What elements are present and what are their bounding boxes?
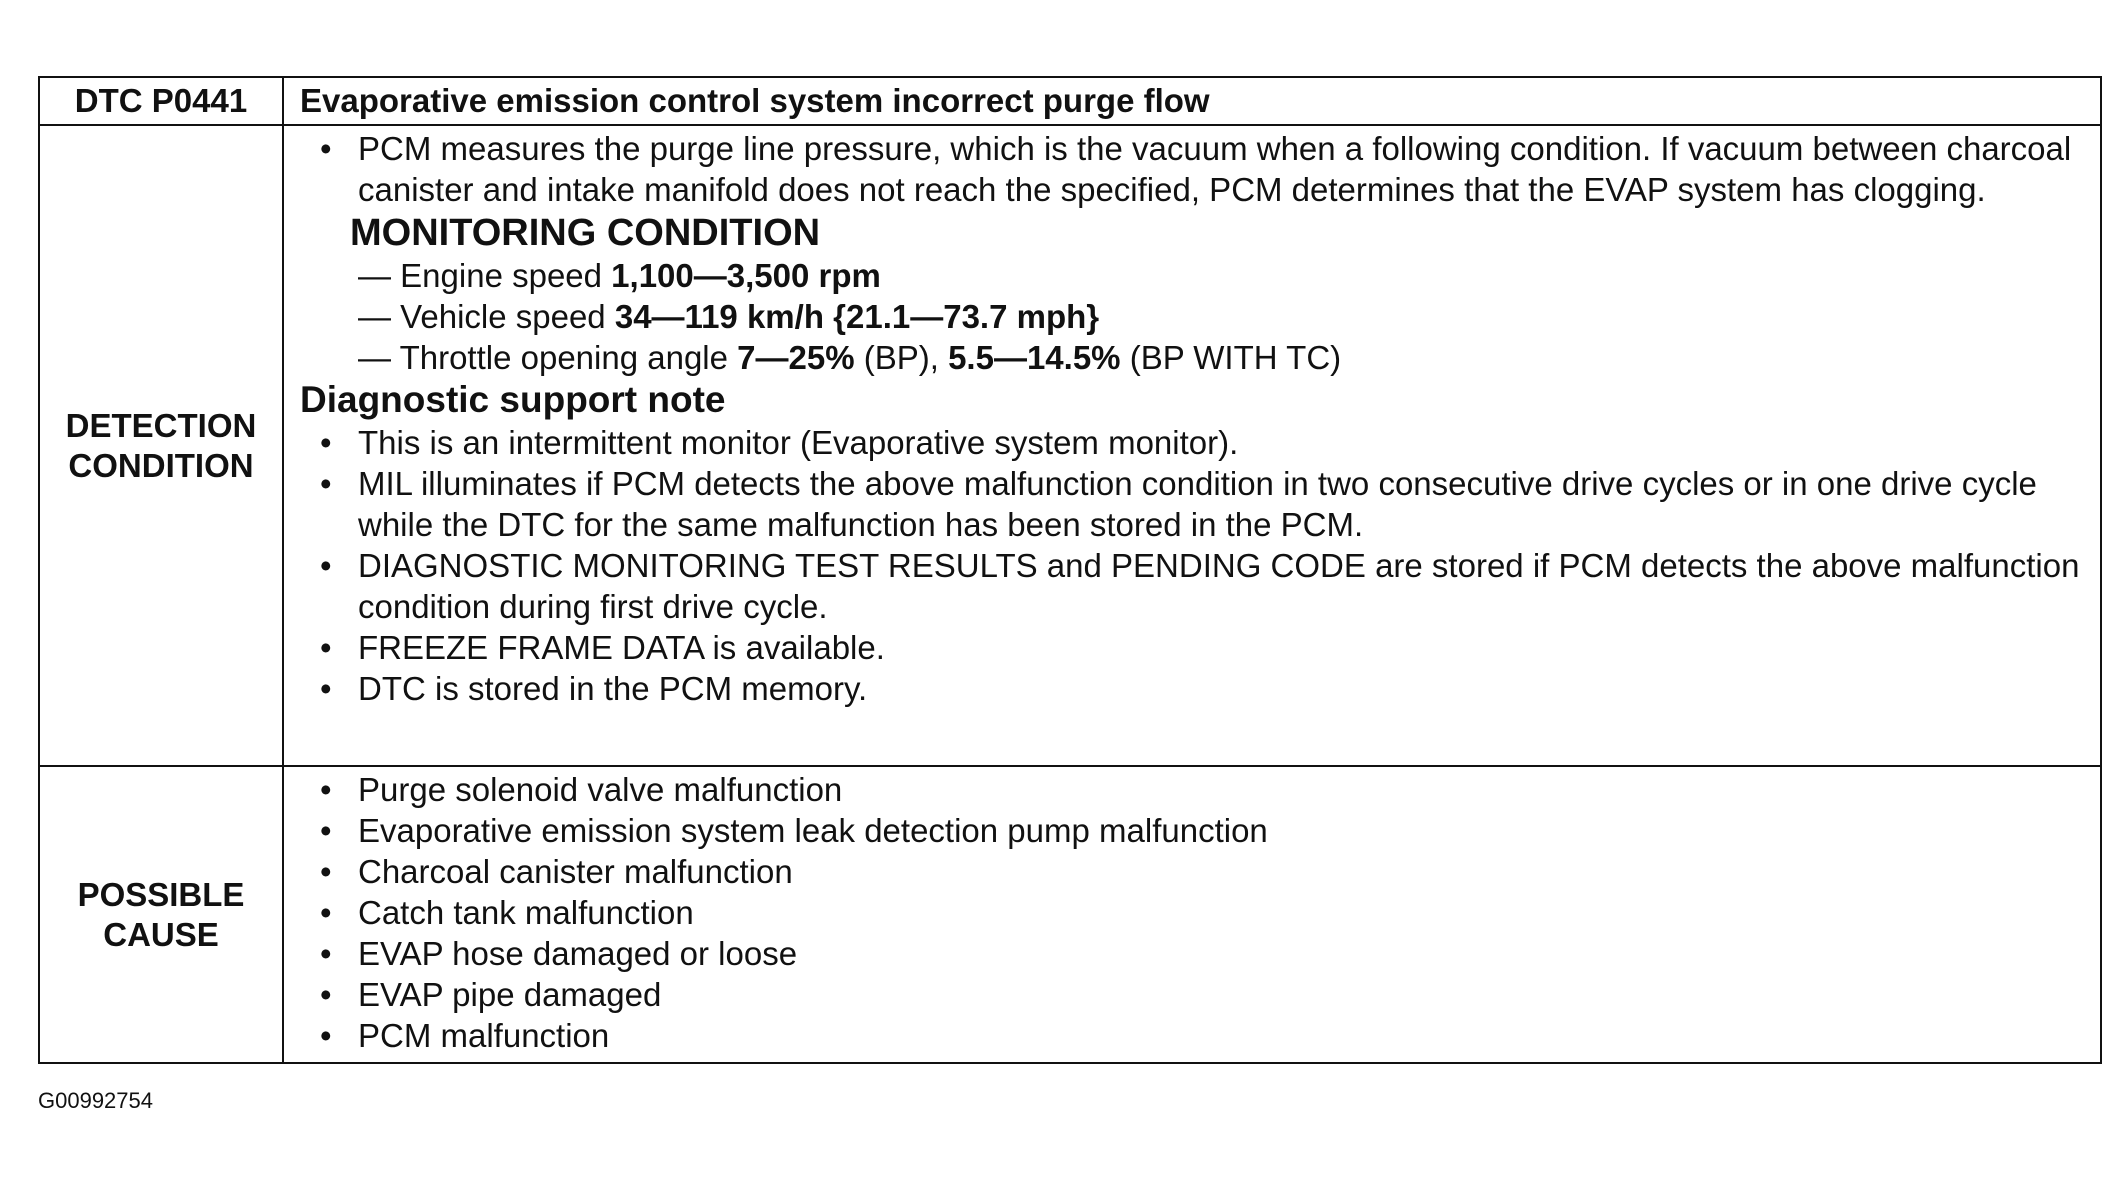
cause-label [39, 766, 283, 1063]
condition-value: 1,100—3,500 rpm [611, 257, 881, 294]
intro-list [300, 128, 2090, 210]
detection-content [283, 125, 2101, 766]
condition-prefix: — Vehicle speed [358, 298, 615, 335]
note-item [300, 422, 2090, 463]
condition-suffix-2: (BP WITH TC) [1120, 339, 1342, 376]
note-text: DIAGNOSTIC MONITORING TEST RESULTS and PENDING CODE are stored if PCM detects the above malfunction condition during first drive cycle. [358, 547, 2080, 625]
cause-label-line1: POSSIBLE [77, 875, 245, 913]
cause-label-line2: CAUSE [103, 915, 219, 953]
bullet-icon: • [320, 629, 332, 666]
note-item [300, 463, 2090, 545]
cause-text: EVAP pipe damaged [358, 976, 662, 1013]
bullet-icon: • [320, 1017, 332, 1054]
cause-item [300, 851, 2090, 892]
cause-item [300, 1015, 2090, 1056]
cause-item [300, 933, 2090, 974]
bullet-icon: • [320, 812, 332, 849]
header-row [39, 77, 2101, 125]
bullet-icon: • [320, 465, 332, 502]
bullet-icon: • [320, 424, 332, 461]
note-text: FREEZE FRAME DATA is available. [358, 629, 885, 666]
cause-text: Purge solenoid valve malfunction [358, 771, 843, 808]
notes-list [300, 422, 2090, 709]
detection-label-line2: CONDITION [68, 446, 254, 484]
intro-bullet [300, 128, 2090, 210]
condition-value: 7—25% [737, 339, 855, 376]
cause-item [300, 769, 2090, 810]
bullet-icon: • [320, 130, 332, 167]
intro-text: PCM measures the purge line pressure, which is the vacuum when a following condition. If vacuum between charcoal canister and intake manifold does not reach the specified, PCM determines that the EVAP system has clogging. [358, 130, 2072, 208]
condition-suffix: (BP), [854, 339, 949, 376]
bullet-icon: • [320, 771, 332, 808]
note-item [300, 627, 2090, 668]
note-text: This is an intermittent monitor (Evaporative system monitor). [358, 424, 1239, 461]
cause-content [283, 766, 2101, 1063]
cause-text: EVAP hose damaged or loose [358, 935, 798, 972]
cause-text: Evaporative emission system leak detection pump malfunction [358, 812, 1268, 849]
bullet-icon: • [320, 670, 332, 707]
cause-text: PCM malfunction [358, 1017, 610, 1054]
cause-list [300, 769, 2090, 1056]
dtc-code: DTC P0441 [39, 77, 283, 125]
note-text: DTC is stored in the PCM memory. [358, 670, 868, 707]
condition-value-2: 5.5—14.5% [948, 339, 1121, 376]
cause-item [300, 892, 2090, 933]
cause-text: Catch tank malfunction [358, 894, 694, 931]
condition-engine-speed [358, 255, 2090, 296]
condition-throttle-angle [358, 337, 2090, 378]
cause-item [300, 810, 2090, 851]
cause-item [300, 974, 2090, 1015]
condition-value: 34—119 km/h {21.1—73.7 mph} [614, 298, 1100, 335]
cause-text: Charcoal canister malfunction [358, 853, 793, 890]
cause-row [39, 766, 2101, 1063]
figure-id: G00992754 [38, 1088, 153, 1113]
note-item [300, 545, 2090, 627]
detection-label-line1: DETECTION [65, 406, 257, 444]
bullet-icon: • [320, 547, 332, 584]
detection-label [39, 125, 283, 766]
diagnostic-note-heading: Diagnostic support note [300, 379, 726, 420]
dtc-table [38, 76, 2102, 1064]
condition-prefix: — Throttle opening angle [358, 339, 738, 376]
dtc-title: Evaporative emission control system incorrect purge flow [283, 77, 2101, 125]
condition-vehicle-speed [358, 296, 2090, 337]
note-text: MIL illuminates if PCM detects the above malfunction condition in two consecutive drive cycles or in one drive cycle while the DTC for the same malfunction has been stored in the PCM. [358, 465, 2037, 543]
condition-prefix: — Engine speed [358, 257, 612, 294]
note-item [300, 668, 2090, 709]
bullet-icon: • [320, 976, 332, 1013]
monitoring-heading: MONITORING CONDITION [350, 212, 821, 254]
bullet-icon: • [320, 894, 332, 931]
bullet-icon: • [320, 935, 332, 972]
bullet-icon: • [320, 853, 332, 890]
detection-row [39, 125, 2101, 766]
